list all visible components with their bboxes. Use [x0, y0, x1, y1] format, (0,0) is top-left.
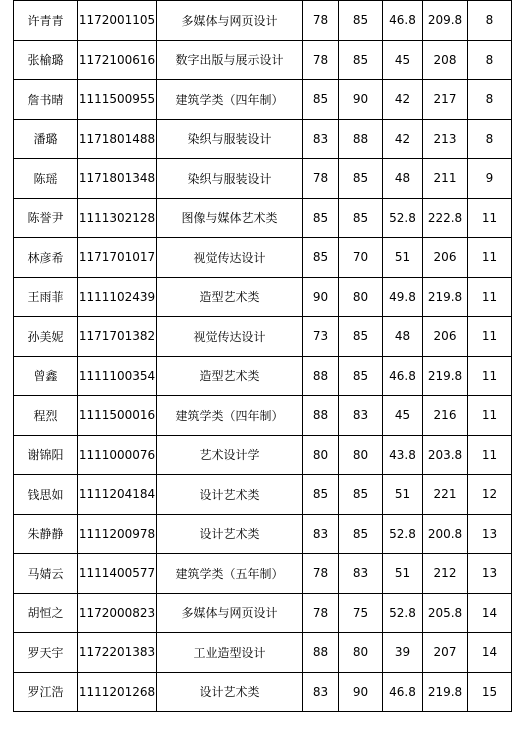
student-id-cell: 1171801348 — [78, 159, 157, 199]
major-cell: 建筑学类（五年制） — [157, 554, 303, 594]
total-score-cell: 207 — [423, 633, 468, 673]
score-2-cell: 85 — [339, 1, 383, 41]
table-body — [14, 1, 512, 712]
student-name-cell: 马婧云 — [14, 554, 78, 594]
score-2-cell: 80 — [339, 277, 383, 317]
rank-cell: 11 — [468, 356, 512, 396]
score-1-cell: 78 — [303, 554, 339, 594]
student-name-cell: 詹书晴 — [14, 80, 78, 120]
rank-cell: 13 — [468, 514, 512, 554]
table-row — [14, 554, 512, 594]
score-3-cell: 48 — [383, 317, 423, 357]
major-cell: 建筑学类（四年制） — [157, 80, 303, 120]
score-3-cell: 46.8 — [383, 356, 423, 396]
rank-cell: 11 — [468, 435, 512, 475]
table-row — [14, 672, 512, 712]
score-3-cell: 49.8 — [383, 277, 423, 317]
table-row — [14, 593, 512, 633]
table-row — [14, 159, 512, 199]
score-3-cell: 52.8 — [383, 198, 423, 238]
score-2-cell: 75 — [339, 593, 383, 633]
student-name-cell: 陈瑶 — [14, 159, 78, 199]
score-2-cell: 88 — [339, 119, 383, 159]
rank-cell: 14 — [468, 593, 512, 633]
score-3-cell: 45 — [383, 40, 423, 80]
total-score-cell: 212 — [423, 554, 468, 594]
major-cell: 染织与服装设计 — [157, 159, 303, 199]
major-cell: 染织与服装设计 — [157, 119, 303, 159]
student-id-cell: 1111201268 — [78, 672, 157, 712]
rank-cell: 14 — [468, 633, 512, 673]
major-cell: 设计艺术类 — [157, 672, 303, 712]
student-name-cell: 朱静静 — [14, 514, 78, 554]
major-cell: 图像与媒体艺术类 — [157, 198, 303, 238]
student-id-cell: 1111000076 — [78, 435, 157, 475]
score-2-cell: 83 — [339, 554, 383, 594]
major-cell: 工业造型设计 — [157, 633, 303, 673]
total-score-cell: 217 — [423, 80, 468, 120]
table-row — [14, 80, 512, 120]
student-name-cell: 林彦希 — [14, 238, 78, 278]
total-score-cell: 219.8 — [423, 277, 468, 317]
table-row — [14, 198, 512, 238]
total-score-cell: 213 — [423, 119, 468, 159]
student-name-cell: 罗江浩 — [14, 672, 78, 712]
student-id-cell: 1111302128 — [78, 198, 157, 238]
major-cell: 造型艺术类 — [157, 356, 303, 396]
score-1-cell: 78 — [303, 159, 339, 199]
major-cell: 视觉传达设计 — [157, 317, 303, 357]
score-3-cell: 51 — [383, 554, 423, 594]
score-2-cell: 85 — [339, 159, 383, 199]
student-name-cell: 钱思如 — [14, 475, 78, 515]
student-id-cell: 1172000823 — [78, 593, 157, 633]
score-3-cell: 43.8 — [383, 435, 423, 475]
student-id-cell: 1172100616 — [78, 40, 157, 80]
student-id-cell: 1172001105 — [78, 1, 157, 41]
score-1-cell: 85 — [303, 80, 339, 120]
score-3-cell: 42 — [383, 119, 423, 159]
table-row — [14, 475, 512, 515]
major-cell: 数字出版与展示设计 — [157, 40, 303, 80]
score-table-container — [13, 0, 512, 712]
rank-cell: 11 — [468, 277, 512, 317]
score-1-cell: 80 — [303, 435, 339, 475]
score-2-cell: 70 — [339, 238, 383, 278]
major-cell: 建筑学类（四年制） — [157, 396, 303, 436]
score-3-cell: 52.8 — [383, 593, 423, 633]
score-3-cell: 52.8 — [383, 514, 423, 554]
score-3-cell: 48 — [383, 159, 423, 199]
score-1-cell: 78 — [303, 593, 339, 633]
score-1-cell: 73 — [303, 317, 339, 357]
rank-cell: 12 — [468, 475, 512, 515]
table-row — [14, 396, 512, 436]
score-3-cell: 45 — [383, 396, 423, 436]
table-row — [14, 317, 512, 357]
score-2-cell: 85 — [339, 356, 383, 396]
student-id-cell: 1111200978 — [78, 514, 157, 554]
student-id-cell: 1111500016 — [78, 396, 157, 436]
rank-cell: 11 — [468, 238, 512, 278]
score-2-cell: 80 — [339, 435, 383, 475]
score-2-cell: 85 — [339, 198, 383, 238]
score-3-cell: 46.8 — [383, 672, 423, 712]
total-score-cell: 221 — [423, 475, 468, 515]
table-row — [14, 238, 512, 278]
student-id-cell: 1111102439 — [78, 277, 157, 317]
table-row — [14, 435, 512, 475]
rank-cell: 11 — [468, 198, 512, 238]
total-score-cell: 205.8 — [423, 593, 468, 633]
major-cell: 视觉传达设计 — [157, 238, 303, 278]
student-id-cell: 1172201383 — [78, 633, 157, 673]
student-name-cell: 程烈 — [14, 396, 78, 436]
table-row — [14, 514, 512, 554]
major-cell: 设计艺术类 — [157, 475, 303, 515]
score-2-cell: 90 — [339, 672, 383, 712]
score-2-cell: 90 — [339, 80, 383, 120]
table-row — [14, 1, 512, 41]
score-1-cell: 88 — [303, 396, 339, 436]
rank-cell: 11 — [468, 317, 512, 357]
total-score-cell: 222.8 — [423, 198, 468, 238]
total-score-cell: 219.8 — [423, 672, 468, 712]
student-id-cell: 1111100354 — [78, 356, 157, 396]
score-1-cell: 85 — [303, 238, 339, 278]
rank-cell: 8 — [468, 119, 512, 159]
table-row — [14, 633, 512, 673]
table-row — [14, 277, 512, 317]
rank-cell: 15 — [468, 672, 512, 712]
table-row — [14, 119, 512, 159]
rank-cell: 13 — [468, 554, 512, 594]
score-2-cell: 85 — [339, 514, 383, 554]
table-row — [14, 356, 512, 396]
score-table — [13, 0, 512, 712]
student-id-cell: 1171701017 — [78, 238, 157, 278]
score-1-cell: 83 — [303, 514, 339, 554]
rank-cell: 8 — [468, 1, 512, 41]
student-name-cell: 谢锦阳 — [14, 435, 78, 475]
total-score-cell: 200.8 — [423, 514, 468, 554]
rank-cell: 11 — [468, 396, 512, 436]
student-name-cell: 孙美妮 — [14, 317, 78, 357]
table-row — [14, 40, 512, 80]
student-name-cell: 潘璐 — [14, 119, 78, 159]
major-cell: 造型艺术类 — [157, 277, 303, 317]
student-name-cell: 罗天宇 — [14, 633, 78, 673]
score-3-cell: 42 — [383, 80, 423, 120]
rank-cell: 8 — [468, 40, 512, 80]
score-1-cell: 88 — [303, 633, 339, 673]
major-cell: 多媒体与网页设计 — [157, 593, 303, 633]
rank-cell: 9 — [468, 159, 512, 199]
total-score-cell: 206 — [423, 317, 468, 357]
score-1-cell: 85 — [303, 198, 339, 238]
total-score-cell: 203.8 — [423, 435, 468, 475]
student-id-cell: 1171701382 — [78, 317, 157, 357]
score-1-cell: 83 — [303, 672, 339, 712]
score-1-cell: 88 — [303, 356, 339, 396]
score-3-cell: 46.8 — [383, 1, 423, 41]
student-name-cell: 王雨菲 — [14, 277, 78, 317]
score-2-cell: 80 — [339, 633, 383, 673]
score-1-cell: 78 — [303, 40, 339, 80]
student-id-cell: 1111204184 — [78, 475, 157, 515]
score-1-cell: 83 — [303, 119, 339, 159]
student-name-cell: 胡恒之 — [14, 593, 78, 633]
score-2-cell: 85 — [339, 317, 383, 357]
score-3-cell: 39 — [383, 633, 423, 673]
score-3-cell: 51 — [383, 475, 423, 515]
student-name-cell: 陈誉尹 — [14, 198, 78, 238]
student-name-cell: 曾鑫 — [14, 356, 78, 396]
rank-cell: 8 — [468, 80, 512, 120]
student-id-cell: 1111500955 — [78, 80, 157, 120]
major-cell: 设计艺术类 — [157, 514, 303, 554]
total-score-cell: 219.8 — [423, 356, 468, 396]
major-cell: 多媒体与网页设计 — [157, 1, 303, 41]
student-name-cell: 许青青 — [14, 1, 78, 41]
total-score-cell: 209.8 — [423, 1, 468, 41]
score-2-cell: 85 — [339, 40, 383, 80]
total-score-cell: 208 — [423, 40, 468, 80]
score-1-cell: 85 — [303, 475, 339, 515]
student-id-cell: 1171801488 — [78, 119, 157, 159]
student-name-cell: 张榆璐 — [14, 40, 78, 80]
major-cell: 艺术设计学 — [157, 435, 303, 475]
score-2-cell: 85 — [339, 475, 383, 515]
score-1-cell: 90 — [303, 277, 339, 317]
total-score-cell: 216 — [423, 396, 468, 436]
student-id-cell: 1111400577 — [78, 554, 157, 594]
total-score-cell: 206 — [423, 238, 468, 278]
total-score-cell: 211 — [423, 159, 468, 199]
score-2-cell: 83 — [339, 396, 383, 436]
score-1-cell: 78 — [303, 1, 339, 41]
score-3-cell: 51 — [383, 238, 423, 278]
